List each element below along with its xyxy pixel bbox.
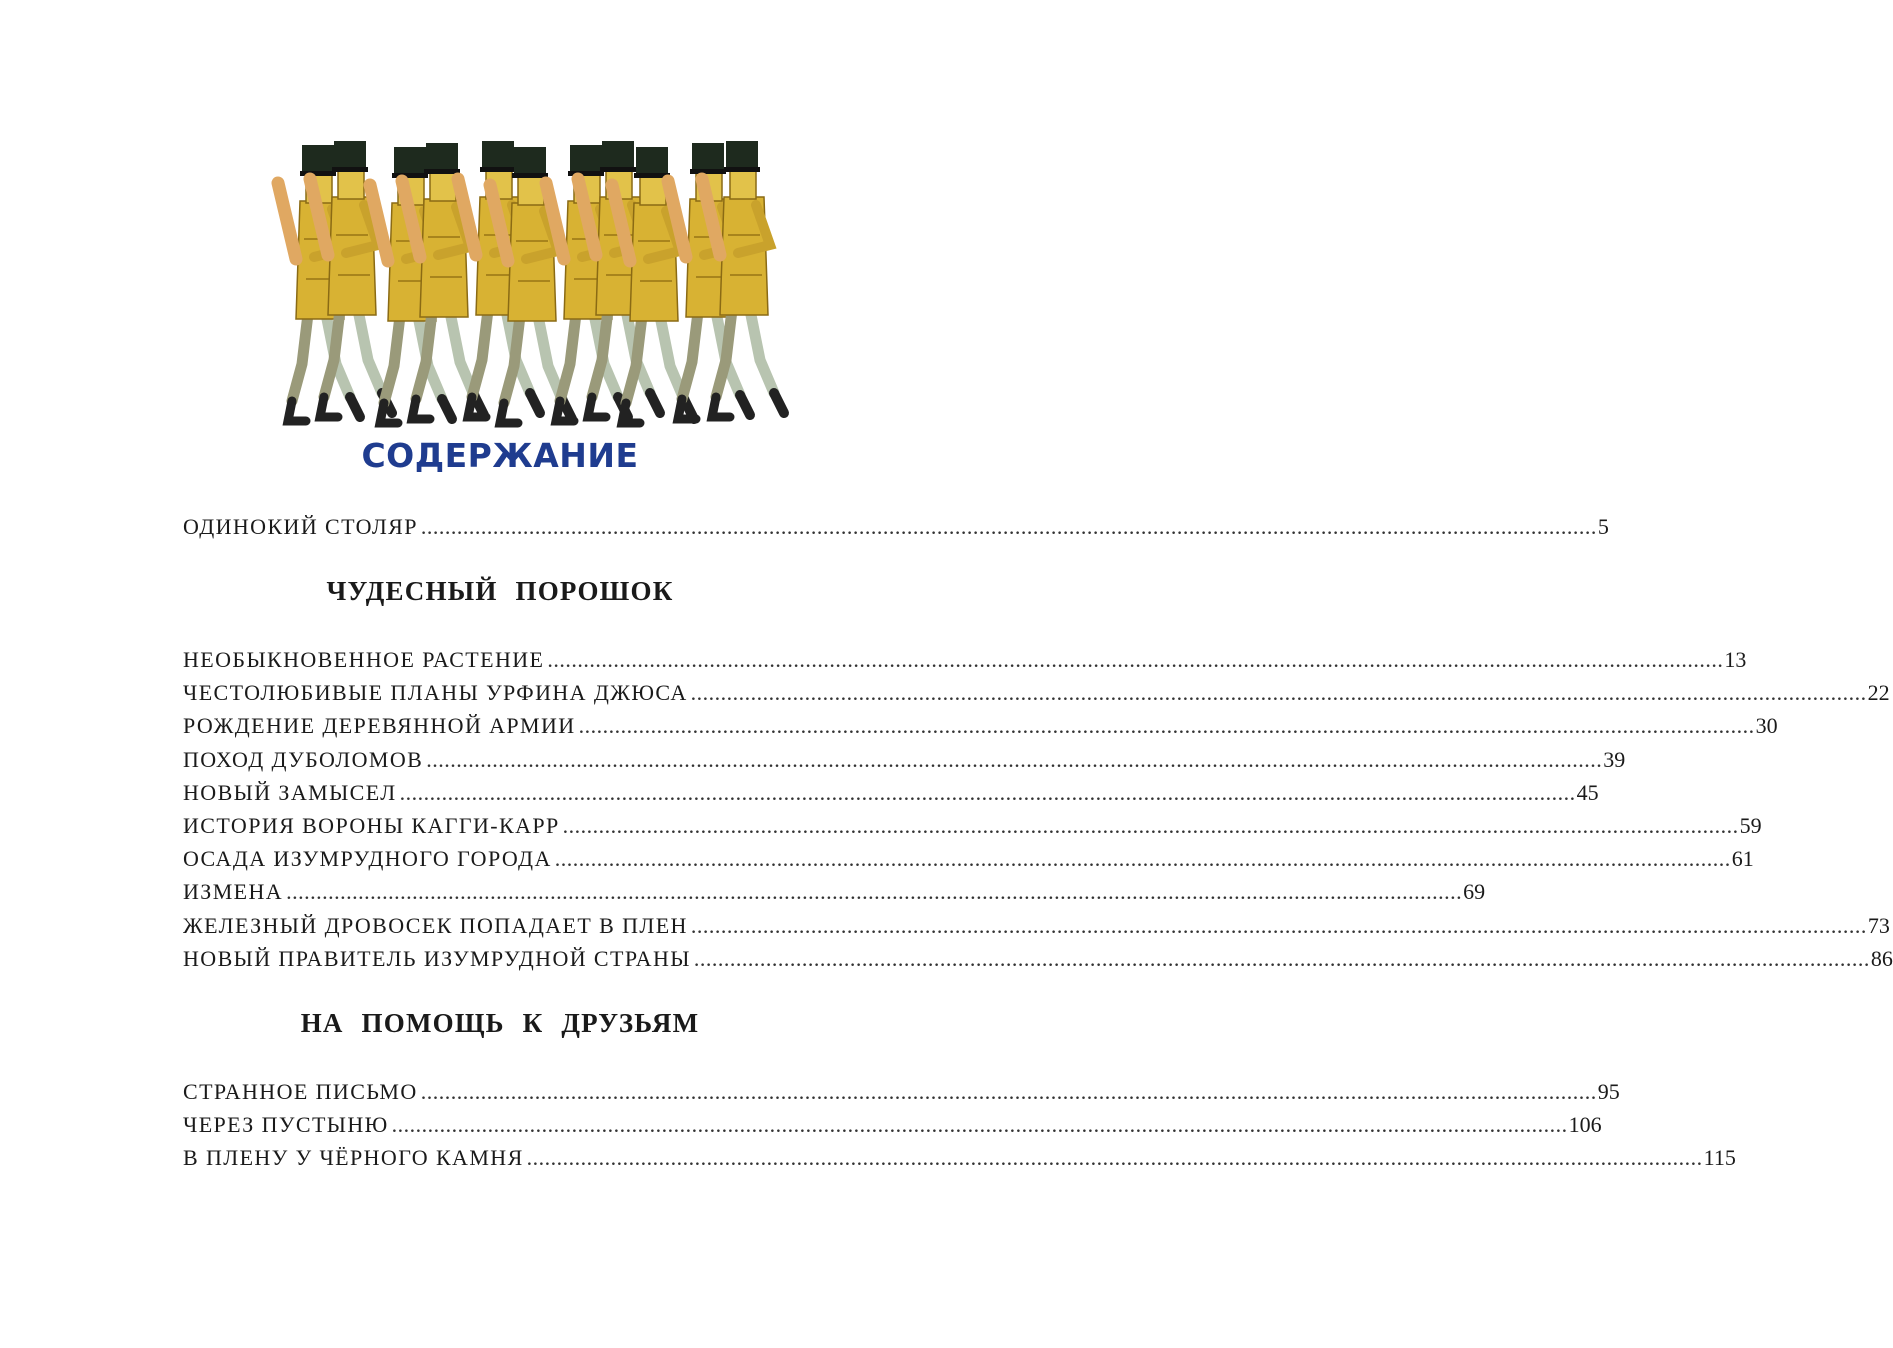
toc-entry[interactable] [183, 779, 1599, 813]
page-title: СОДЕРЖАНИЕ [361, 436, 639, 475]
toc-entry-label: ИСТОРИЯ ВОРОНЫ КАГГИ-КАРР [183, 812, 560, 838]
toc-entry-label: ОДИНОКИЙ СТОЛЯР [183, 514, 418, 539]
toc-entry-label: НОВЫЙ ПРАВИТЕЛЬ ИЗУМРУДНОЙ СТРАНЫ [183, 945, 691, 971]
leader-dots: .................................................................................................................................................................................................... [420, 514, 1597, 539]
leader-dots: .................................................................................................................................................................................................... [578, 713, 1755, 739]
toc-entry-label: В ПЛЕНУ У ЧЁРНОГО КАМНЯ [183, 1145, 524, 1171]
toc-entry-page: 13 [1724, 647, 1747, 672]
section-heading: НА ПОМОЩЬ К ДРУЗЬЯМ [300, 1008, 700, 1038]
toc-entry[interactable] [183, 879, 1486, 912]
leader-dots: .................................................................................................................................................................................................... [547, 647, 1724, 672]
toc-entry[interactable] [183, 945, 1893, 979]
toc-section-1 [183, 647, 1893, 979]
toc-entry-page: 86 [1870, 945, 1893, 971]
toc-entry-page: 73 [1867, 912, 1890, 938]
toc-prologue [183, 514, 1609, 547]
toc-entry[interactable] [183, 713, 1778, 746]
toc-entry-label: СТРАННОЕ ПИСЬМО [183, 1079, 418, 1104]
toc-entry-page: 69 [1463, 879, 1486, 905]
toc-entry-page: 39 [1603, 746, 1626, 772]
toc-entry[interactable] [183, 647, 1747, 680]
leader-dots: .................................................................................................................................................................................................... [391, 1112, 1568, 1138]
leader-dots: .................................................................................................................................................................................................... [562, 812, 1739, 838]
toc-entry-page: 106 [1568, 1112, 1602, 1138]
toc-entry-page: 45 [1576, 779, 1599, 805]
toc-entry[interactable] [183, 1079, 1620, 1112]
toc-entry[interactable] [183, 846, 1754, 879]
toc-entry-page: 95 [1597, 1079, 1620, 1104]
toc-entry-label: НОВЫЙ ЗАМЫСЕЛ [183, 779, 397, 805]
leader-dots: .................................................................................................................................................................................................... [420, 1079, 1597, 1104]
leader-dots: .................................................................................................................................................................................................... [690, 912, 1867, 938]
toc-entry[interactable] [183, 1145, 1736, 1178]
toc-entry-label: НЕОБЫКНОВЕННОЕ РАСТЕНИЕ [183, 647, 545, 672]
leader-dots: .................................................................................................................................................................................................... [690, 680, 1867, 706]
toc-entry-label: ЖЕЛЕЗНЫЙ ДРОВОСЕК ПОПАДАЕТ В ПЛЕН [183, 912, 688, 938]
toc-entry-page: 22 [1867, 680, 1890, 706]
toc-entry-label: ИЗМЕНА [183, 879, 284, 905]
marching-wooden-soldiers-illustration [270, 135, 810, 425]
toc-entry-page: 30 [1755, 713, 1778, 739]
toc-entry[interactable] [183, 912, 1890, 946]
leader-dots: .................................................................................................................................................................................................... [399, 779, 1576, 805]
toc-entry-label: ЧЕСТОЛЮБИВЫЕ ПЛАНЫ УРФИНА ДЖЮСА [183, 680, 688, 706]
toc-entry-page: 5 [1597, 514, 1609, 539]
leader-dots: .................................................................................................................................................................................................... [693, 945, 1870, 971]
toc-entry-label: ПОХОД ДУБОЛОМОВ [183, 746, 424, 772]
toc-entry-page: 59 [1739, 812, 1762, 838]
toc-entry[interactable] [183, 812, 1762, 846]
toc-entry-page: 61 [1731, 846, 1754, 872]
toc-entry[interactable] [183, 514, 1609, 547]
toc-entry-label: РОЖДЕНИЕ ДЕРЕВЯННОЙ АРМИИ [183, 713, 576, 739]
toc-entry[interactable] [183, 680, 1890, 713]
leader-dots: .................................................................................................................................................................................................... [286, 879, 1463, 905]
leader-dots: .................................................................................................................................................................................................... [426, 746, 1603, 772]
leader-dots: .................................................................................................................................................................................................... [526, 1145, 1703, 1171]
toc-entry[interactable] [183, 1112, 1602, 1145]
section-heading: ЧУДЕСНЫЙ ПОРОШОК [326, 576, 674, 606]
toc-entry-label: ЧЕРЕЗ ПУСТЫНЮ [183, 1112, 389, 1138]
toc-entry-page: 115 [1703, 1145, 1736, 1171]
toc-entry-label: ОСАДА ИЗУМРУДНОГО ГОРОДА [183, 846, 552, 872]
leader-dots: .................................................................................................................................................................................................... [554, 846, 1731, 872]
toc-entry[interactable] [183, 746, 1626, 780]
toc-section-2 [183, 1079, 1736, 1179]
